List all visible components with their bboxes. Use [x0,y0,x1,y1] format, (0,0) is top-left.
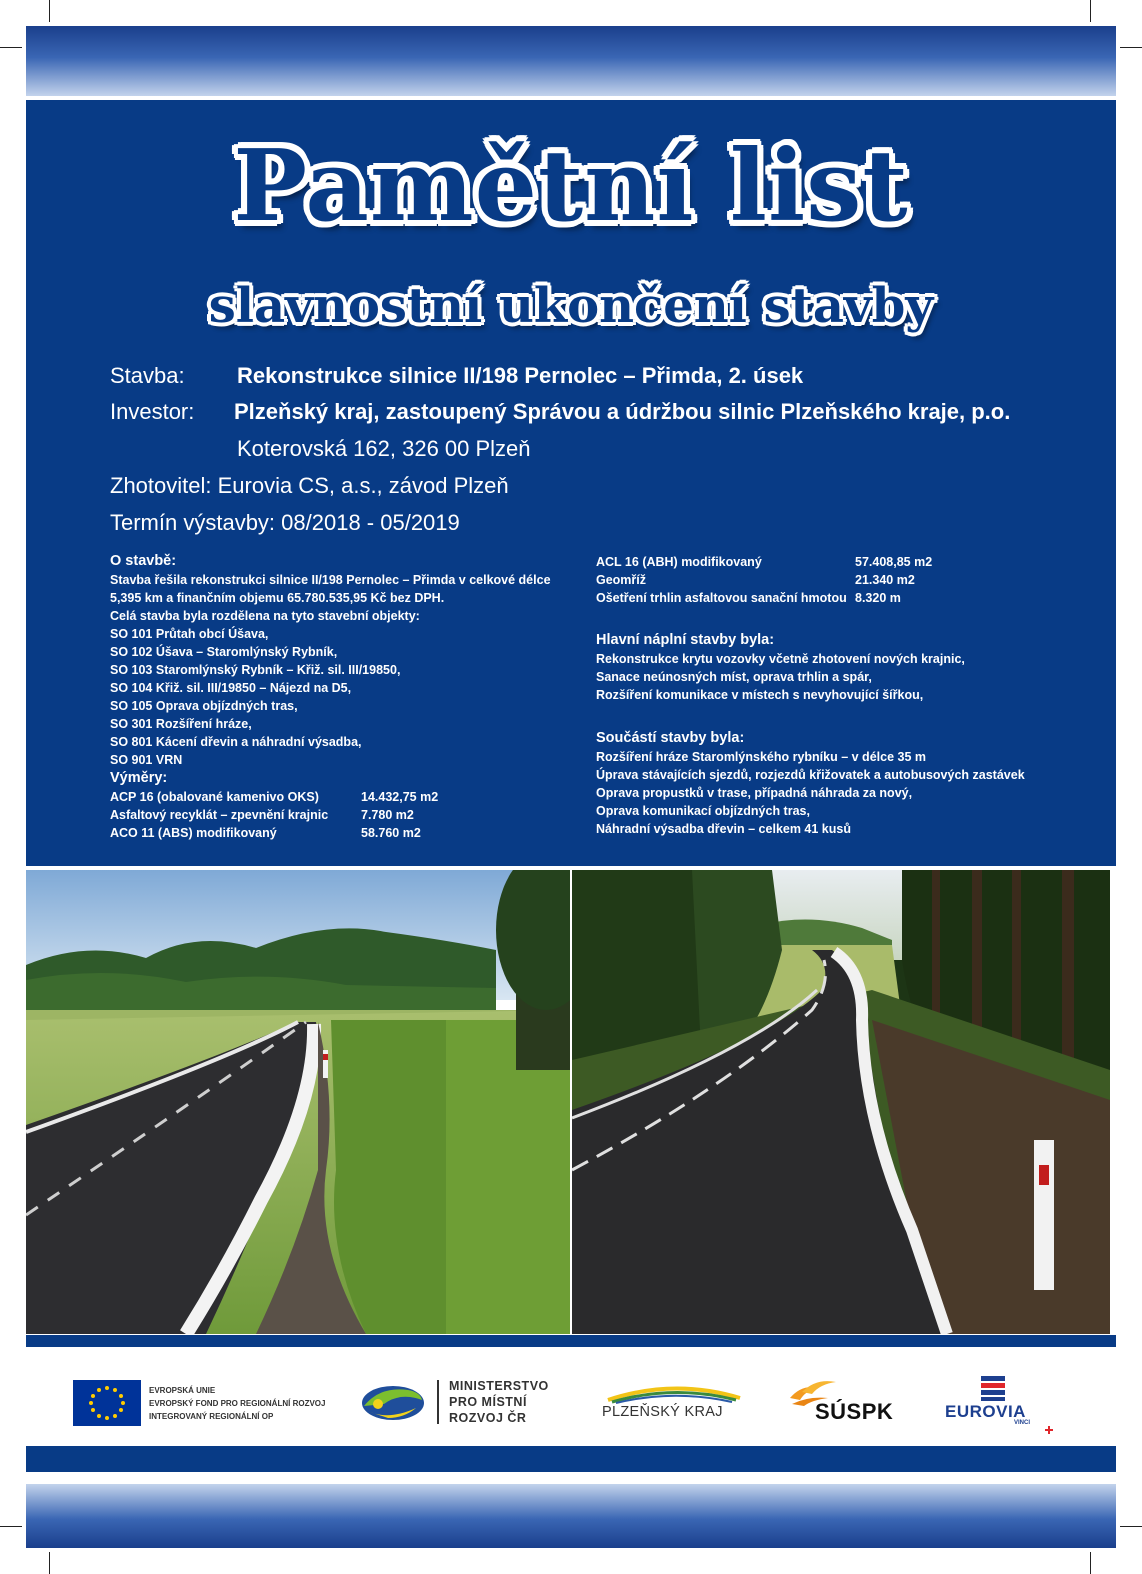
road-photo-forest [572,870,1110,1334]
o-stavbe-line: SO 901 VRN [110,753,183,767]
eurovia-stack-icon [979,1374,1007,1402]
vymery-right-section [596,553,1016,607]
mmr-emblem-icon [360,1382,426,1424]
crop-mark [1120,1526,1142,1527]
soucasti-line: Úprava stávajících sjezdů, rozjezdů křižovatek a autobusových zastávek [596,768,1025,782]
hlavni-section [596,631,965,704]
page-subtitle: slavnostní ukončení stavby [208,278,934,334]
investor-value: Plzeňský kraj, zastoupený Správou a údržbou silnic Plzeňského kraje, p.o. [234,399,1011,424]
vymery-item: ACL 16 (ABH) modifikovaný [596,555,762,569]
vymery-value: 8.320 m [855,591,901,605]
main-panel [26,100,1116,866]
divider-bar [26,1335,1116,1347]
hlavni-heading: Hlavní náplní stavby byla: [596,632,775,648]
o-stavbe-line: SO 102 Úšava – Staromlýnský Rybník, [110,645,338,659]
hlavni-line: Rekonstrukce krytu vozovky včetně zhotovení nových krajnic, [596,652,965,666]
investor-address: Koterovská 162, 326 00 Plzeň [237,436,531,461]
termin-vystavby: Termín výstavby: 08/2018 - 05/2019 [110,510,460,535]
plzensky-swoosh-icon [604,1382,744,1404]
road-photo-fields [26,870,570,1334]
vymery-row [110,806,551,824]
vymery-row [596,571,1016,589]
o-stavbe-line: SO 101 Průtah obcí Úšava, [110,627,269,641]
vymery-item: Geomříž [596,573,647,587]
o-stavbe-line: SO 105 Oprava objízdných tras, [110,699,298,713]
mmr-line: MINISTERSTVO [449,1379,549,1393]
o-stavbe-line: SO 801 Kácení dřevin a náhradní výsadba, [110,735,362,749]
page-title: Pamětní list [233,129,909,244]
o-stavbe-line: Celá stavba byla rozdělena na tyto stavební objekty: [110,609,420,623]
crop-mark [0,1526,22,1527]
top-gradient-band [26,26,1116,96]
crop-mark [49,0,50,22]
o-stavbe-heading: O stavbě: [110,553,177,569]
mmr-text [449,1378,549,1426]
plzensky-kraj-text: PLZEŇSKÝ KRAJ [602,1404,723,1420]
hlavni-line: Rozšíření komunikace v místech s nevyhovující šířkou, [596,688,924,702]
hlavni-line: Sanace neúnosných míst, oprava trhlin a spár, [596,670,872,684]
eu-line: EVROPSKÁ UNIE [149,1386,216,1395]
soucasti-line: Rozšíření hráze Staromlýnského rybníku – v délce 35 m [596,750,926,764]
vymery-row [596,589,1016,607]
vinci-text: VINCI [1014,1420,1031,1426]
o-stavbe-line: SO 301 Rozšíření hráze, [110,717,252,731]
vymery-value: 57.408,85 m2 [855,555,933,569]
crop-mark [0,47,22,48]
crop-mark [1090,1552,1091,1574]
vymery-row [110,824,551,842]
vymery-value: 14.432,75 m2 [361,790,439,804]
soucasti-line: Oprava propustků v trase, případná náhrada za nový, [596,786,913,800]
logo-eu [73,1380,141,1426]
o-stavbe-line: Stavba řešila rekonstrukci silnice II/198 Pernolec – Přimda v celkové délce [110,573,551,587]
vymery-item: ACO 11 (ABS) modifikovaný [110,826,277,840]
bottom-gradient-band [26,1484,1116,1548]
vymery-item: Asfaltový recyklát – zpevnění krajnic [110,808,329,822]
eu-stars-icon [89,1386,125,1420]
eurovia-text: EUROVIA [945,1402,1026,1421]
o-stavbe-line: SO 104 Křiž. sil. III/19850 – Nájezd na D5, [110,681,352,695]
o-stavbe-line: 5,395 km a finančním objemu 65.780.535,95 Kč bez DPH. [110,591,445,605]
vymery-value: 7.780 m2 [361,808,414,822]
crop-mark [1120,47,1142,48]
o-stavbe-line: SO 103 Staromlýnský Rybník – Křiž. sil. III/19850, [110,663,401,677]
mmr-divider [437,1380,439,1424]
eu-line: EVROPSKÝ FOND PRO REGIONÁLNÍ ROZVOJ [149,1399,326,1408]
crop-mark [49,1552,50,1574]
investor-label: Investor: [110,399,195,424]
mmr-line: ROZVOJ ČR [449,1411,527,1425]
eu-text [149,1384,325,1423]
stavba-value: Rekonstrukce silnice II/198 Pernolec – Přimda, 2. úsek [237,363,804,388]
o-stavbe-section [110,552,551,842]
eu-line: INTEGROVANÝ REGIONÁLNÍ OP [149,1412,274,1421]
divider-bar [26,1446,1116,1472]
vymery-row [596,553,1016,571]
soucasti-line: Oprava komunikací objízdných tras, [596,804,810,818]
vinci-mark-icon [1045,1419,1053,1427]
soucasti-section [596,729,1025,838]
zhotovitel: Zhotovitel: Eurovia CS, a.s., závod Plzeň [110,473,509,498]
vymery-value: 21.340 m2 [855,573,915,587]
stavba-label: Stavba: [110,363,185,388]
vymery-row [110,788,551,806]
soucasti-heading: Součástí stavby byla: [596,730,745,746]
vymery-item: Ošetření trhlin asfaltovou sanační hmotou [596,591,847,605]
suspk-text: SÚSPK [815,1399,894,1424]
mmr-line: PRO MÍSTNÍ [449,1395,527,1409]
vymery-heading: Výměry: [110,770,168,786]
crop-mark [1090,0,1091,22]
soucasti-line: Náhradní výsadba dřevin – celkem 41 kusů [596,822,851,836]
vymery-value: 58.760 m2 [361,826,421,840]
vymery-item: ACP 16 (obalované kamenivo OKS) [110,790,319,804]
